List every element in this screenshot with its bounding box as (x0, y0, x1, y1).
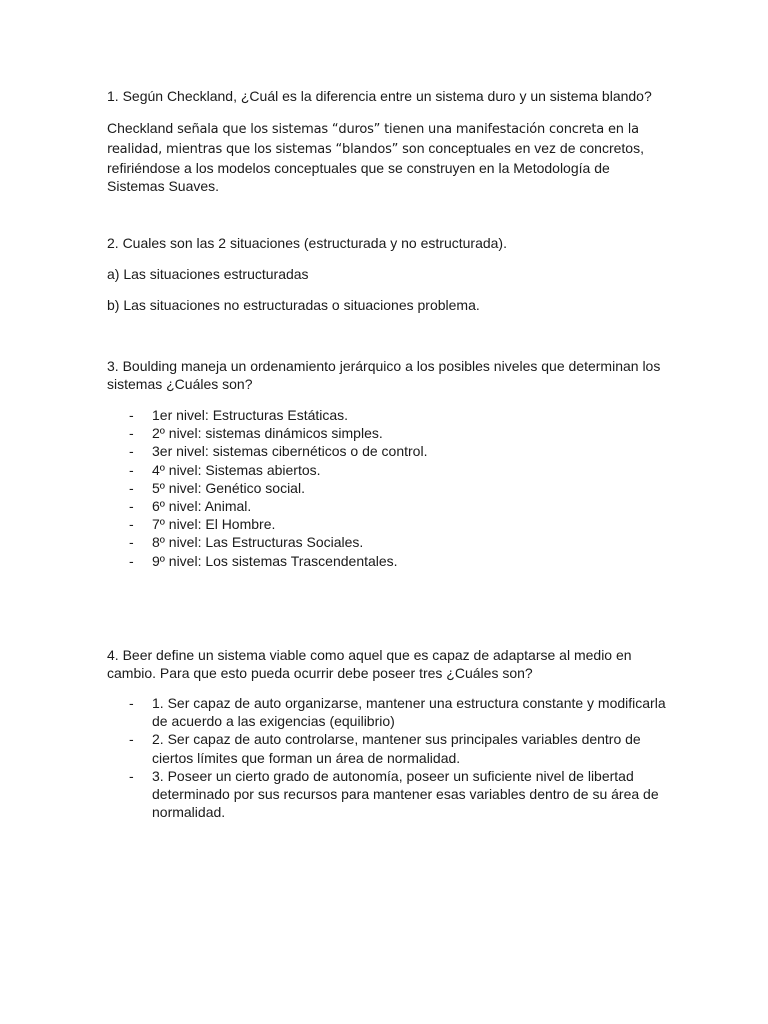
item-text: 1. Ser capaz de auto organizarse, mantener una estructura constante y modificarla de acuerdo a las exigencias (equilibrio) (152, 695, 666, 730)
question-4: 4. Beer define un sistema viable como aquel que es capaz de adaptarse al medio en cambio. Para que esto pueda ocurrir debe poseer tres ¿Cuáles son? (107, 647, 632, 681)
dash-bullet: - (129, 731, 134, 748)
dash-bullet: - (129, 534, 134, 551)
dash-bullet: - (129, 516, 134, 533)
dash-bullet: - (129, 767, 134, 784)
dash-bullet: - (129, 498, 134, 515)
dash-bullet: - (129, 461, 134, 478)
dash-bullet: - (129, 552, 134, 569)
list-item (107, 533, 667, 551)
list-item (107, 515, 667, 533)
answer-2b: b) Las situaciones no estructuradas o situaciones problema. (107, 297, 480, 313)
list-item (107, 424, 667, 442)
list-item (107, 497, 667, 515)
list-item (107, 406, 667, 424)
level-text: 4º nivel: Sistemas abiertos. (152, 461, 321, 478)
answer-1-lead: Checkland (107, 120, 174, 136)
viable-system-list (107, 694, 667, 821)
level-text: 5º nivel: Genético social. (152, 479, 305, 496)
level-text: 7º nivel: El Hombre. (152, 516, 276, 533)
level-text: 6º nivel: Animal. (152, 498, 252, 515)
level-text: 9º nivel: Los sistemas Trascendentales. (152, 552, 398, 569)
dash-bullet: - (129, 407, 134, 423)
item-text: 2. Ser capaz de auto controlarse, mantener sus principales variables dentro de ciertos límites que forman un área de normalidad. (152, 731, 641, 766)
item-text: 3. Poseer un cierto grado de autonomía, poseer un suficiente nivel de libertad determinado por sus recursos para mantener esas variables dentro de su área de normalidad. (152, 767, 659, 821)
question-1: 1. Según Checkland, ¿Cuál es la diferencia entre un sistema duro y un sistema blando? (107, 88, 652, 104)
list-item (107, 479, 667, 497)
list-item (107, 694, 667, 730)
dash-bullet: - (129, 695, 134, 711)
answer-1-rest: conceptuales en vez de concretos, refiriéndose a los modelos conceptuales que se construyen en la Metodología de Sistemas Suaves. (107, 140, 644, 194)
dash-bullet: - (129, 443, 134, 460)
level-text: 3er nivel: sistemas cibernéticos o de control. (152, 443, 428, 460)
level-text: 2º nivel: sistemas dinámicos simples. (152, 425, 383, 442)
level-text: 8º nivel: Las Estructuras Sociales. (152, 534, 364, 551)
list-item (107, 461, 667, 479)
answer-2a: a) Las situaciones estructuradas (107, 266, 309, 282)
list-item (107, 730, 667, 766)
levels-list (107, 406, 667, 570)
list-item (107, 767, 667, 822)
level-text: 1er nivel: Estructuras Estáticas. (152, 407, 349, 423)
question-3: 3. Boulding maneja un ordenamiento jerárquico a los posibles niveles que determinan los sistemas ¿Cuáles son? (107, 358, 661, 392)
list-item (107, 442, 667, 460)
list-item (107, 552, 667, 570)
answer-1-quoted-text: señala que los sistemas “duros” tienen una manifestación concreta en la realidad, mientras que los sistemas “blandos” son (107, 122, 639, 157)
answer-1 (107, 119, 667, 195)
dash-bullet: - (129, 479, 134, 496)
dash-bullet: - (129, 425, 134, 442)
question-2: 2. Cuales son las 2 situaciones (estructurada y no estructurada). (107, 235, 507, 251)
